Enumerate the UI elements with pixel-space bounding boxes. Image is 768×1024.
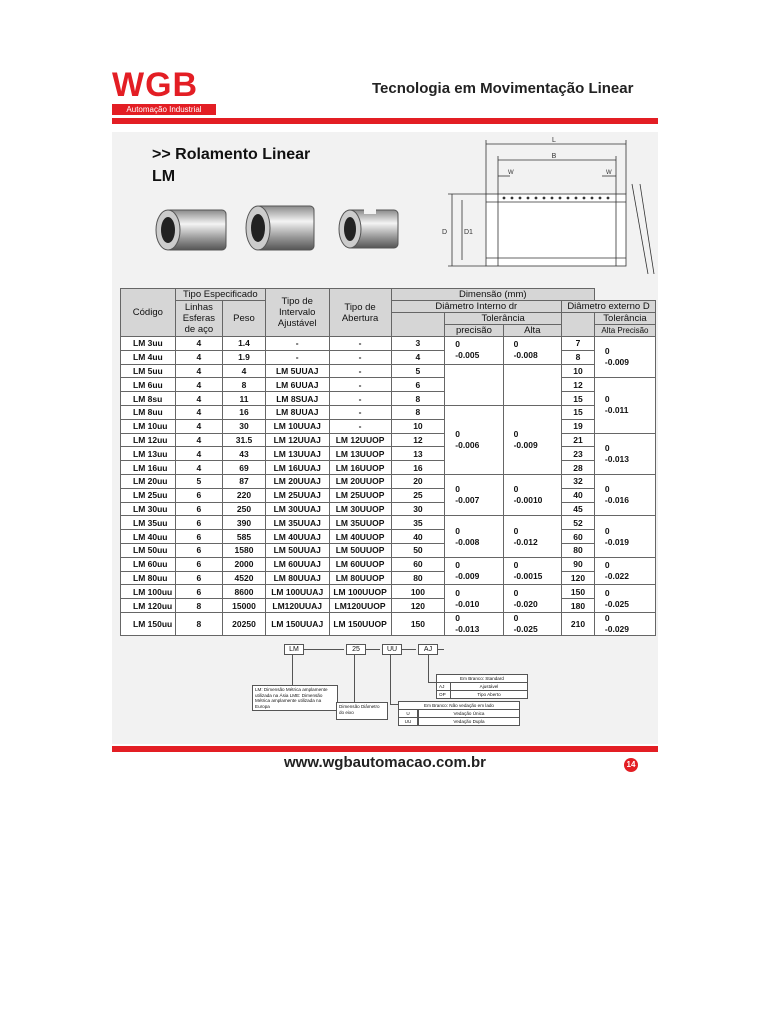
cell-adj: LM 150UUAJ — [265, 612, 329, 635]
cell-tol-precision — [445, 612, 503, 635]
cell-weight: 31.5 — [223, 433, 266, 447]
cell-open: LM 30UUOP — [329, 502, 391, 516]
cell-tol-precision-lower: -0.005 — [455, 350, 480, 361]
cell-open: LM 50UUOP — [329, 543, 391, 557]
cell-open: LM 40UUOP — [329, 530, 391, 544]
cell-open: - — [329, 378, 391, 392]
decoder-part-lm: LM — [284, 644, 304, 655]
cell-weight: 1.9 — [223, 350, 266, 364]
cell-open: - — [329, 405, 391, 419]
cell-dr: 10 — [391, 419, 445, 433]
cell-weight: 1580 — [223, 543, 266, 557]
cell-tol-high-lower: -0.0010 — [513, 495, 543, 506]
cell-tol-precision-upper: 0 — [455, 525, 460, 536]
cell-tol-outer-upper: 0 — [604, 394, 610, 405]
cell-outer-d: 10 — [562, 364, 595, 378]
cell-outer-d: 12 — [562, 378, 595, 392]
label-B: B — [551, 153, 557, 160]
cell-code: LM 4uu — [121, 350, 176, 364]
cell-tol-outer-lower: -0.029 — [604, 623, 630, 634]
header-peso: Peso — [223, 301, 266, 337]
cell-outer-d: 210 — [562, 612, 595, 635]
cell-adj: LM 30UUAJ — [265, 502, 329, 516]
technical-drawing — [422, 134, 658, 274]
table-row — [121, 378, 656, 392]
cell-adj: LM 6UUAJ — [265, 378, 329, 392]
cell-adj: LM 13UUAJ — [265, 447, 329, 461]
bearing-adjustable-image — [246, 206, 314, 250]
header-tolerancia-externo: Tolerância — [594, 313, 655, 325]
decoder-opt-op-code: OP — [436, 690, 452, 699]
cell-open: LM 16UUOP — [329, 461, 391, 475]
cell-tol-precision-lower: -0.010 — [455, 598, 480, 609]
cell-tol-high — [503, 612, 561, 635]
cell-dr: 5 — [391, 364, 445, 378]
cell-lines: 6 — [175, 543, 222, 557]
cell-weight: 585 — [223, 530, 266, 544]
cell-code: LM 8su — [121, 392, 176, 406]
table-row — [121, 530, 656, 544]
cell-tol-precision-upper: 0 — [455, 484, 460, 495]
cell-dr: 12 — [391, 433, 445, 447]
table-row — [121, 612, 656, 635]
cell-lines: 6 — [175, 585, 222, 599]
section-title-line2: LM — [152, 168, 176, 185]
cell-open: LM 60UUOP — [329, 557, 391, 571]
section-title — [152, 144, 310, 188]
decoder-desc-lm: LM: Dimensão Métrica amplamente utilizada na Ásia LME: Dimensão Métrica amplamente utilizada na Europa — [252, 685, 338, 711]
decoder-seal-uu-code: UU — [398, 717, 418, 726]
table-row — [121, 488, 656, 502]
logo-text: WGB — [112, 66, 199, 104]
cell-tol-precision — [445, 405, 503, 474]
cell-outer-d: 40 — [562, 488, 595, 502]
cell-code: LM 80uu — [121, 571, 176, 585]
cell-tol-precision-lower: -0.006 — [455, 439, 480, 450]
cell-open: LM 25UUOP — [329, 488, 391, 502]
cell-code: LM 35uu — [121, 516, 176, 530]
cell-weight: 20250 — [223, 612, 266, 635]
specification-table — [120, 288, 656, 636]
cell-tol-high-upper: 0 — [513, 339, 519, 350]
part-number-decoder — [252, 644, 532, 730]
cell-dr: 60 — [391, 557, 445, 571]
footer-url[interactable]: www.wgbautomacao.com.br — [284, 754, 486, 771]
table-row — [121, 543, 656, 557]
cell-outer-d: 150 — [562, 585, 595, 599]
header-tolerancia-interno: Tolerância — [445, 313, 562, 325]
cell-adj: LM 8SUAJ — [265, 392, 329, 406]
table-row — [121, 419, 656, 433]
cell-adj: LM 8UUAJ — [265, 405, 329, 419]
cell-outer-d: 7 — [562, 337, 595, 351]
cell-tol-outer-upper: 0 — [604, 525, 610, 536]
cell-code: LM 60uu — [121, 557, 176, 571]
cell-lines: 4 — [175, 433, 222, 447]
header-dr-blank — [391, 313, 445, 337]
cell-lines: 6 — [175, 557, 222, 571]
cell-weight: 4 — [223, 364, 266, 378]
cell-dr: 50 — [391, 543, 445, 557]
cell-tol-precision — [445, 337, 503, 365]
cell-code: LM 20uu — [121, 474, 176, 488]
cell-outer-d: 19 — [562, 419, 595, 433]
cell-lines: 8 — [175, 599, 222, 613]
cell-code: LM 25uu — [121, 488, 176, 502]
cell-outer-d: 15 — [562, 392, 595, 406]
cell-lines: 4 — [175, 461, 222, 475]
cell-tol-high — [503, 474, 561, 515]
cell-open: LM 12UUOP — [329, 433, 391, 447]
cell-open: - — [329, 350, 391, 364]
cell-tol-high — [503, 405, 561, 474]
cell-tol-high-upper: 0 — [513, 525, 519, 536]
bearing-open-image — [339, 206, 398, 248]
decoder-seal-u: Vedação Única — [418, 709, 520, 718]
bearing-closed-image — [156, 210, 226, 250]
cell-tol-outer — [594, 585, 655, 613]
cell-open: LM120UUOP — [329, 599, 391, 613]
header-d-blank — [562, 313, 595, 337]
header-linhas: Linhas Esferas de aço — [175, 301, 222, 337]
cell-open: - — [329, 337, 391, 351]
cell-dr: 150 — [391, 612, 445, 635]
cell-lines: 6 — [175, 571, 222, 585]
cell-open: LM 35UUOP — [329, 516, 391, 530]
cell-adj: LM 20UUAJ — [265, 474, 329, 488]
cell-code: LM 100uu — [121, 585, 176, 599]
decoder-opt-op: Tipo Aberto — [450, 690, 528, 699]
table-row — [121, 599, 656, 613]
cell-adj: LM 16UUAJ — [265, 461, 329, 475]
header-codigo: Código — [121, 289, 176, 337]
cell-lines: 4 — [175, 364, 222, 378]
cell-dr: 25 — [391, 488, 445, 502]
header-tipo-especificado: Tipo Especificado — [175, 289, 265, 301]
cell-tol-high-lower: -0.008 — [513, 350, 538, 361]
cell-tol-outer-lower: -0.009 — [604, 357, 630, 368]
label-L: L — [552, 137, 556, 144]
cell-code: LM 40uu — [121, 530, 176, 544]
catalog-page — [112, 56, 658, 786]
table-row — [121, 585, 656, 599]
cell-outer-d: 180 — [562, 599, 595, 613]
table-row — [121, 447, 656, 461]
page-number-badge: 14 — [624, 758, 638, 772]
cell-lines: 4 — [175, 337, 222, 351]
cell-dr: 20 — [391, 474, 445, 488]
cell-tol-precision-lower: -0.009 — [455, 571, 480, 582]
cell-outer-d: 90 — [562, 557, 595, 571]
cell-adj: LM 50UUAJ — [265, 543, 329, 557]
cell-adj: LM 80UUAJ — [265, 571, 329, 585]
bearing-photos — [152, 196, 412, 266]
cell-lines: 6 — [175, 516, 222, 530]
cell-lines: 6 — [175, 530, 222, 544]
table-row — [121, 405, 656, 419]
header-dimensao: Dimensão (mm) — [391, 289, 594, 301]
cell-code: LM 16uu — [121, 461, 176, 475]
cell-tol-precision — [445, 364, 503, 405]
cell-open: LM 150UUOP — [329, 612, 391, 635]
cell-outer-d: 28 — [562, 461, 595, 475]
cell-tol-outer-upper: 0 — [604, 612, 610, 623]
cell-open: - — [329, 392, 391, 406]
decoder-desc-dim: Dimensão Diâmetro do eixo — [336, 702, 388, 720]
cell-tol-outer — [594, 557, 655, 585]
decoder-part-seal: UU — [382, 644, 402, 655]
decoder-part-type: AJ — [418, 644, 438, 655]
header-tipo-intervalo: Tipo de Intervalo Ajustável — [265, 289, 329, 337]
cell-outer-d: 8 — [562, 350, 595, 364]
cell-open: LM 100UUOP — [329, 585, 391, 599]
cell-code: LM 13uu — [121, 447, 176, 461]
cell-adj: LM 40UUAJ — [265, 530, 329, 544]
cell-lines: 5 — [175, 474, 222, 488]
table-row — [121, 557, 656, 571]
cell-dr: 16 — [391, 461, 445, 475]
cell-code: LM 10uu — [121, 419, 176, 433]
cell-open: LM 13UUOP — [329, 447, 391, 461]
table-row — [121, 433, 656, 447]
cell-weight: 220 — [223, 488, 266, 502]
cell-tol-precision-upper: 0 — [455, 339, 460, 350]
cell-code: LM 12uu — [121, 433, 176, 447]
specification-table-body — [121, 337, 656, 636]
table-row — [121, 461, 656, 475]
table-row — [121, 571, 656, 585]
cell-tol-outer-lower: -0.025 — [604, 598, 630, 609]
cell-lines: 4 — [175, 392, 222, 406]
table-row — [121, 392, 656, 406]
cell-outer-d: 80 — [562, 543, 595, 557]
cell-lines: 8 — [175, 612, 222, 635]
cell-dr: 6 — [391, 378, 445, 392]
table-row — [121, 516, 656, 530]
bottom-red-divider — [112, 746, 658, 752]
cell-tol-outer-lower: -0.022 — [604, 571, 630, 582]
header-alta: Alta — [503, 325, 561, 337]
cell-weight: 16 — [223, 405, 266, 419]
cell-tol-precision — [445, 516, 503, 557]
cell-lines: 6 — [175, 488, 222, 502]
cell-dr: 30 — [391, 502, 445, 516]
cell-weight: 8 — [223, 378, 266, 392]
cell-open: - — [329, 364, 391, 378]
cell-tol-outer-upper: 0 — [604, 442, 610, 453]
cell-outer-d: 21 — [562, 433, 595, 447]
table-row — [121, 502, 656, 516]
cell-adj: LM 100UUAJ — [265, 585, 329, 599]
cell-dr: 13 — [391, 447, 445, 461]
cell-dr: 3 — [391, 337, 445, 351]
header-alta-precisao: Alta Precisão — [594, 325, 655, 337]
cell-outer-d: 60 — [562, 530, 595, 544]
cell-tol-high-upper: 0 — [513, 484, 519, 495]
cell-open: LM 80UUOP — [329, 571, 391, 585]
cell-tol-high — [503, 337, 561, 365]
cell-tol-outer — [594, 516, 655, 557]
cell-tol-high — [503, 516, 561, 557]
top-red-divider — [112, 118, 658, 124]
cell-weight: 69 — [223, 461, 266, 475]
cell-tol-outer-upper: 0 — [604, 484, 610, 495]
cell-adj: LM120UUAJ — [265, 599, 329, 613]
cell-tol-outer-upper: 0 — [604, 560, 610, 571]
cell-lines: 6 — [175, 502, 222, 516]
decoder-seal-blank: Em Branco: Não vedação em lado — [398, 701, 520, 710]
cell-lines: 4 — [175, 419, 222, 433]
decoder-seal-uu: Vedação Dupla — [418, 717, 520, 726]
table-row — [121, 474, 656, 488]
cell-tol-high-lower: -0.025 — [513, 623, 538, 634]
cell-dr: 8 — [391, 392, 445, 406]
decoder-opt-blank: Em Branco: Standard — [436, 674, 528, 683]
cell-tol-precision-upper: 0 — [455, 560, 460, 571]
table-row — [121, 364, 656, 378]
cell-weight: 2000 — [223, 557, 266, 571]
cell-tol-high-upper: 0 — [513, 560, 519, 571]
cell-tol-outer-upper: 0 — [604, 587, 610, 598]
cell-weight: 390 — [223, 516, 266, 530]
cell-outer-d: 23 — [562, 447, 595, 461]
cell-tol-outer — [594, 337, 655, 378]
cell-tol-outer-lower: -0.019 — [604, 536, 630, 547]
cell-adj: LM 60UUAJ — [265, 557, 329, 571]
decoder-opt-aj: Ajustável — [450, 682, 528, 691]
cell-weight: 250 — [223, 502, 266, 516]
cell-tol-high-lower: -0.0015 — [513, 571, 543, 582]
cell-tol-high — [503, 585, 561, 613]
decoder-part-size: 25 — [346, 644, 366, 655]
cell-tol-precision-lower: -0.007 — [455, 495, 480, 506]
cell-code: LM 8uu — [121, 405, 176, 419]
header-diametro-interno: Diâmetro Interno dr — [391, 301, 561, 313]
table-row — [121, 337, 656, 351]
wgb-logo — [112, 66, 222, 114]
header-precisao: precisão — [445, 325, 503, 337]
cell-weight: 8600 — [223, 585, 266, 599]
cell-weight: 30 — [223, 419, 266, 433]
cell-tol-outer-lower: -0.013 — [604, 453, 630, 464]
cell-open: LM 20UUOP — [329, 474, 391, 488]
cell-adj: LM 12UUAJ — [265, 433, 329, 447]
cell-outer-d: 45 — [562, 502, 595, 516]
cell-tol-precision-lower: -0.008 — [455, 536, 480, 547]
cell-tol-outer-lower: -0.016 — [604, 495, 630, 506]
cell-open: - — [329, 419, 391, 433]
cell-tol-high-lower: -0.012 — [513, 536, 538, 547]
cell-tol-precision — [445, 474, 503, 515]
cell-tol-outer — [594, 378, 655, 433]
cell-outer-d: 52 — [562, 516, 595, 530]
cell-dr: 4 — [391, 350, 445, 364]
logo-subtitle: Automação Industrial — [112, 104, 216, 115]
label-W-left: W — [508, 170, 514, 176]
cell-weight: 15000 — [223, 599, 266, 613]
cell-adj: LM 5UUAJ — [265, 364, 329, 378]
header-tipo-abertura: Tipo de Abertura — [329, 289, 391, 337]
cell-code: LM 30uu — [121, 502, 176, 516]
cell-weight: 4520 — [223, 571, 266, 585]
cell-outer-d: 15 — [562, 405, 595, 419]
cell-adj: LM 25UUAJ — [265, 488, 329, 502]
table-row — [121, 350, 656, 364]
cell-dr: 80 — [391, 571, 445, 585]
cell-tol-outer-upper: 0 — [604, 346, 610, 357]
cell-outer-d: 120 — [562, 571, 595, 585]
cell-code: LM 150uu — [121, 612, 176, 635]
cell-code: LM 5uu — [121, 364, 176, 378]
cell-adj: LM 35UUAJ — [265, 516, 329, 530]
cell-adj: - — [265, 350, 329, 364]
cell-tol-high-lower: -0.020 — [513, 598, 538, 609]
section-title-line1: >> Rolamento Linear — [152, 146, 311, 163]
cell-tol-outer — [594, 433, 655, 474]
cell-dr: 40 — [391, 530, 445, 544]
cell-weight: 43 — [223, 447, 266, 461]
cell-tol-precision-upper: 0 — [455, 428, 460, 439]
cell-lines: 4 — [175, 447, 222, 461]
cell-tol-outer — [594, 612, 655, 635]
cell-lines: 4 — [175, 405, 222, 419]
cell-tol-high-upper: 0 — [513, 612, 519, 623]
cell-tol-precision-upper: 0 — [455, 587, 460, 598]
cell-tol-precision-lower: -0.013 — [455, 623, 480, 634]
cell-lines: 4 — [175, 350, 222, 364]
header-diametro-externo: Diâmetro externo D — [562, 301, 656, 313]
label-W-right: W — [606, 170, 612, 176]
cell-tol-high — [503, 557, 561, 585]
cell-lines: 4 — [175, 378, 222, 392]
cell-tol-outer — [594, 474, 655, 515]
cell-dr: 100 — [391, 585, 445, 599]
cell-tol-outer-lower: -0.011 — [604, 405, 629, 416]
cell-tol-high-upper: 0 — [513, 587, 519, 598]
cell-dr: 35 — [391, 516, 445, 530]
cell-weight: 11 — [223, 392, 266, 406]
cell-code: LM 3uu — [121, 337, 176, 351]
cell-weight: 87 — [223, 474, 266, 488]
cell-tol-precision — [445, 557, 503, 585]
label-D: D — [442, 229, 448, 236]
decoder-opt-aj-code: AJ — [436, 682, 452, 691]
cell-dr: 120 — [391, 599, 445, 613]
header-title: Tecnologia em Movimentação Linear — [372, 80, 634, 97]
cell-adj: LM 10UUAJ — [265, 419, 329, 433]
cell-code: LM 120uu — [121, 599, 176, 613]
cell-tol-precision-upper: 0 — [455, 612, 460, 623]
cell-tol-precision — [445, 585, 503, 613]
cell-weight: 1.4 — [223, 337, 266, 351]
cell-tol-high — [503, 364, 561, 405]
cell-outer-d: 32 — [562, 474, 595, 488]
cell-tol-high-upper: 0 — [513, 428, 519, 439]
label-D1: D1 — [464, 229, 473, 236]
cell-dr: 8 — [391, 405, 445, 419]
cell-code: LM 50uu — [121, 543, 176, 557]
cell-tol-high-lower: -0.009 — [513, 439, 538, 450]
cell-adj: - — [265, 337, 329, 351]
cell-code: LM 6uu — [121, 378, 176, 392]
decoder-seal-u-code: U — [398, 709, 418, 718]
